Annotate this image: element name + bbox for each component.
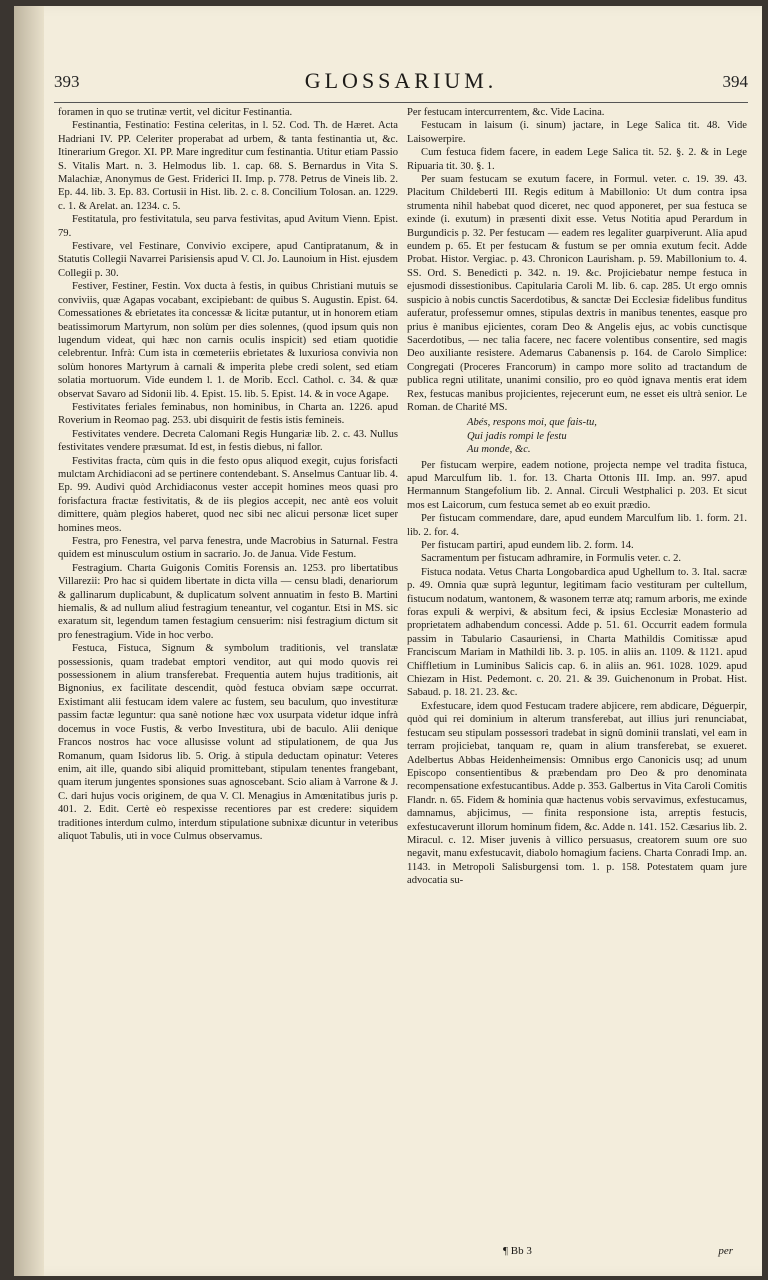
paragraph: Festitatula, pro festivitatula, seu parva festivitas, apud Avitum Vienn. Epist. 79. bbox=[58, 214, 398, 239]
paragraph: Per fistucam werpire, eadem notione, projecta nempe vel tradita fistuca, apud Marculfum lib. 1. for. 13. Charta Ottonis III. Imp. an. 997. apud Hermannum Stangefolium lib. 2. Annal. Circuli Westphalici p. 203. Et sicut mos est Laicorum, cum festuca semet ab eo exuit prædio. bbox=[407, 459, 747, 511]
paragraph: Per fistucam commendare, dare, apud eundem Marculfum lib. 1. form. 21. lib. 2. for. 4. bbox=[407, 513, 747, 538]
verse-line: Abés, respons moi, que fais-tu, bbox=[467, 417, 597, 429]
page-header bbox=[54, 68, 748, 98]
paragraph: Festivitas fracta, cùm quis in die festo opus aliquod exegit, cujus forisfacti mulctam Archidiaconi ad se pertinere contendebant. S. Anselmus Cantuar lib. 4. Ep. 99. Audivi quòd Archidiaconus vester accepit homines meos quasi pro forisfactura fractæ festivitatis, & de iis plegios accepit, nec antè eos voluit dimittere, quàm plegios haberet, quod nec sibi nec alicui personæ licet super homines meos. bbox=[58, 455, 398, 534]
page-number-left: 393 bbox=[54, 72, 80, 91]
paragraph: Festuca, Fistuca, Signum & symbolum traditionis, vel translatæ possessionis, quam tradebat emptori venditor, aut qui modo quovis rei possessionem in alium transferebat. Frequentia autem hujus traditionis, ait Bignonius, ex facilitate descendit, quòd festuca obviam sæpe occurrat. Existimant alii festucam idem valere ac fustem, seu baculum, quo investituræ passim factæ leguntur: qua sanè notione hæc vox usurpata videtur idque infrà docemus in voce Fustis, & verbo Investitura, ubi de baculo. Alii denique Francos nostros hac voce allusisse volunt ad stipulationem, de qua Jus Romanum, quam Isidorus lib. 5. Orig. à stipula deductam opinatur: Veteres enim, ait ille, quando sibi aliquid promittebant, stipulam tenentes frangebant, quam iterum jungentes sponsiones suas agnoscebant. Scio aliam à Varrone & J. C. dari hujus vocis originem, de qua V. Cl. Menagius in Amœnitatibus juris p. 401. 2. Edit. Certè eò respexisse recentiores par est credere: siquidem traditiones interdum culmo, interdum stipulatione subnixæ dicuntur in veteribus aliquot Tabulis, uti in voce Culmus observamus. bbox=[58, 643, 398, 842]
paragraph: Festivitates vendere. Decreta Calomani Regis Hungariæ lib. 2. c. 43. Nullus festivitates vendere præsumat. Id est, in festis diebus, ni fallor. bbox=[58, 428, 398, 454]
catchword: per bbox=[718, 1245, 733, 1257]
left-column bbox=[58, 106, 398, 1256]
paragraph: Festivare, vel Festinare, Convivio excipere, apud Cantipratanum, & in Statutis Collegii Navarrei Parisiensis apud V. Cl. Jo. Launoium in Hist. ejusdem Collegii p. 30. bbox=[58, 241, 398, 279]
header-rule bbox=[54, 102, 748, 103]
verse-quote bbox=[467, 416, 747, 456]
verse-line: Au monde, &c. bbox=[467, 444, 531, 456]
paragraph: Festragium. Charta Guigonis Comitis Forensis an. 1253. pro libertatibus Villarezii: Pro hac si quidem libertate in dicta villa — censu bladi, denariorum & gallinarum duplicabunt, & duplicatum solvent annuatim in festo B. Martini hiemalis, & ad nullum aliud festragium teneantur, vel cogantur. Etsi in MS. sic exaratum sit, legendum tamen festagium censuerim: nisi festragium dictum sit pro fenestragium. Vide in hoc verbo. bbox=[58, 562, 398, 641]
paragraph: Per festucam intercurrentem, &c. Vide Lacina. bbox=[407, 107, 605, 118]
verse-line: Qui jadis rompi le festu bbox=[467, 430, 567, 442]
paragraph: Cum festuca fidem facere, in eadem Lege Salica tit. 52. §. 2. & in Lege Ripuaria tit. 30. §. 1. bbox=[407, 147, 747, 172]
paragraph: Per fistucam partiri, apud eundem lib. 2. form. 14. bbox=[421, 540, 634, 551]
paragraph: Festucam in laisum (i. sinum) jactare, in Lege Salica tit. 48. Vide Laisowerpire. bbox=[407, 120, 747, 145]
paragraph: Festivitates feriales feminabus, non hominibus, in Charta an. 1226. apud Roverium in Reomao pag. 253. ubi disquirit de festis istis femineis. bbox=[58, 401, 398, 427]
page-footer bbox=[393, 1245, 733, 1261]
book-page bbox=[14, 6, 762, 1276]
paragraph: Festiver, Festiner, Festin. Vox ducta à festis, in quibus Christiani mutuis se conviviis, quæ Agapas vocabant, excipiebant: de quibus S. Augustin. Epist. 64. Comessationes & ebrietates ita concessæ & licitæ putantur, ut in honorem etiam beatissimorum Martyrum, non solùm per dies solennes, (quod ipsum quis non lugendum videat, qui hæc non carnis oculis inspicit) sed etiam quotidie celebrentur. Infrà: Cum ista in cœmeteriis ebrietates & luxuriosa convivia non solùm honores Martyrum à carnali & imperita plebe credi solent, sed etiam solatia mortuorum. Vide eundem l. 1. de Morib. Eccl. Cathol. c. 34. & quæ observat Savaro ad Sidonii lib. 4. Epist. 15. lib. 5. Epist. 14. & in voce Agape. bbox=[58, 281, 398, 400]
paragraph: Festra, pro Fenestra, vel parva fenestra, unde Macrobius in Saturnal. Festra quidem est minusculum ostium in sacrario. Jo. de Janua. Vide Festum. bbox=[58, 536, 398, 561]
paragraph: Sacramentum per fistucam adhramire, in Formulis veter. c. 2. bbox=[421, 553, 682, 565]
page-gutter bbox=[14, 6, 44, 1276]
signature-mark: ¶ Bb 3 bbox=[503, 1245, 532, 1257]
paragraph: Per suam festucam se exutum facere, in Formul. veter. c. 19. 39. 43. Placitum Childeberti III. Regis editum à Mabillonio: Ut dum contra ipsa strumenta nihil habebat quod diceret, nec quod apponeret, per sua festuca se exinde (i. exutum) in præsenti dixit esse. Vetus Notitia apud Perardum in Burgundicis p. 32. Per festucam — eadem res legaliter guarpiverunt. Alia apud eundem p. 65. Et per festucam & fustum se per omnia exutum fecit. Adde Probat. Histor. Vergiac. p. 43. Chronicon Laurisham. p. 59. Mabillonium to. 4. SS. Ord. S. Benedicti p. 342. n. 19. &c. Projiciebatur nempe festuca in ejusmodi dissestionibus. Capitularia Caroli M. lib. 6. cap. 285. Ut ergo omnis suspicio à nobis cunctis Sacerdotibus, & sanctæ Dei Ecclesiæ fidelibus funditus auferatur, professemur omnes, stipulas dextris in manibus tenentes, easque pro prius è manibus ejicientes, coram Deo & Angelis ejus, ac vobis cunctisque Sacerdotibus, — nec talia facere, nec facere volentibus consentire, sed magis Deo auxiliante resistere. Ademarus Cabanensis p. 164. de Carolo Simplice: Congregati (Proceres Francorum) in campo more solito ad tractandum de publica regni utilitate, unanimi consilio, pro eo quòd ignava mentis erat idem Rex, festucas manibus projicientes, rejecerunt eum, ne esset eis ultrà senior. Le Roman. de Charité MS. bbox=[407, 174, 747, 413]
paragraph: Fistuca nodata. Vetus Charta Longobardica apud Ughellum to. 3. Ital. sacræ p. 49. Omnia quæ suprà leguntur, legitimam facio vestituram per cultellum, fistucum nodatum, wantonem, & wasonem terræ atq; ramum arboris, me exinde foras expuli & werpivi, & absitum feci, & ipsius Ecclesiæ Monasterio ad proprietatem adhabendum concessi. Adde p. 51. 61. Occurrit eadem formula passim in Tabulario Casauriensi, in Charta Mathildis Comitissæ apud Franciscum Mariam in Mathildi lib. 3. p. 105. in aliis an. 1109. & 1121. apud Chiffletium in Luminibus Salicis cap. 6. in aliis an. 961. 1028. 1029. apud Chiezam in Hist. Pedemont. c. 20. 21. & 39. Guichenonum in Probat. Hist. Sabaud. p. 18. 21. 23. &c. bbox=[407, 566, 747, 699]
right-column bbox=[407, 106, 747, 1256]
running-title: GLOSSARIUM. bbox=[304, 68, 498, 93]
page-number-right: 394 bbox=[722, 72, 748, 91]
paragraph: Exfestucare, idem quod Festucam tradere abjicere, rem abdicare, Déguerpir, quòd qui rei dominium in alterum transferebat, aut illius juri renunciabat, festucam seu stipulam possessori tradebat in signû dominii translati, vel eam in terram projiciebat, tanquam re, quam in alium transferebat, se exueret. Adelbertus Abbas Heidenheimensis: Omnibus ergo Canonicis usq; ad unum Episcopo consentientibus & præbendam pro Deo & pro denominata recompensatione exfestucantibus. Adde p. 353. Galbertus in Vita Caroli Comitis Flandr. n. 65. Fidem & hominia quæ hactenus vobis servavimus, exfestucamus, damnamus, abjicimus, — finita responsione ista, arreptis festucis, exfestucaverunt illorum hominum fidem, &c. Adde n. 141. 152. Cæsarius lib. 2. Miracul. c. 12. Miser juvenis à villico persuasus, creatorem suum ore suo negavit, manu exfestucavit, diabolo homagium faciens. Charta Conradi Imp. an. 1143. in Metropoli Salisburgensi tom. 1. p. 158. Potestatem quam jure advocatia su- bbox=[407, 700, 747, 887]
paragraph: Festinantia, Festinatio: Festina celeritas, in l. 52. Cod. Th. de Hæret. Acta Hadriani IV. PP. Celeriter properabat ad urbem, & tanta festinantia ut, &c. Itinerarium Gregor. XI. PP. Mare ingreditur cum festinantia. Utitur etiam Passio S. Vitalis Mart. n. 3. Helmodus lib. 1. cap. 68. S. Bernardus in Vita S. Malachiæ, Anonymus de Gest. Friderici II. Imp. p. 778. Petrus de Vineis lib. 2. Ep. 44. lib. 3. Ep. 83. Cortusii in Hist. lib. 2. c. 8. Concilium Tolosan. an. 1229. c. 1. & Arelat. an. 1234. c. 5. bbox=[58, 120, 398, 212]
paragraph: foramen in quo se trutinæ vertit, vel dicitur Festinantia. bbox=[58, 107, 293, 118]
